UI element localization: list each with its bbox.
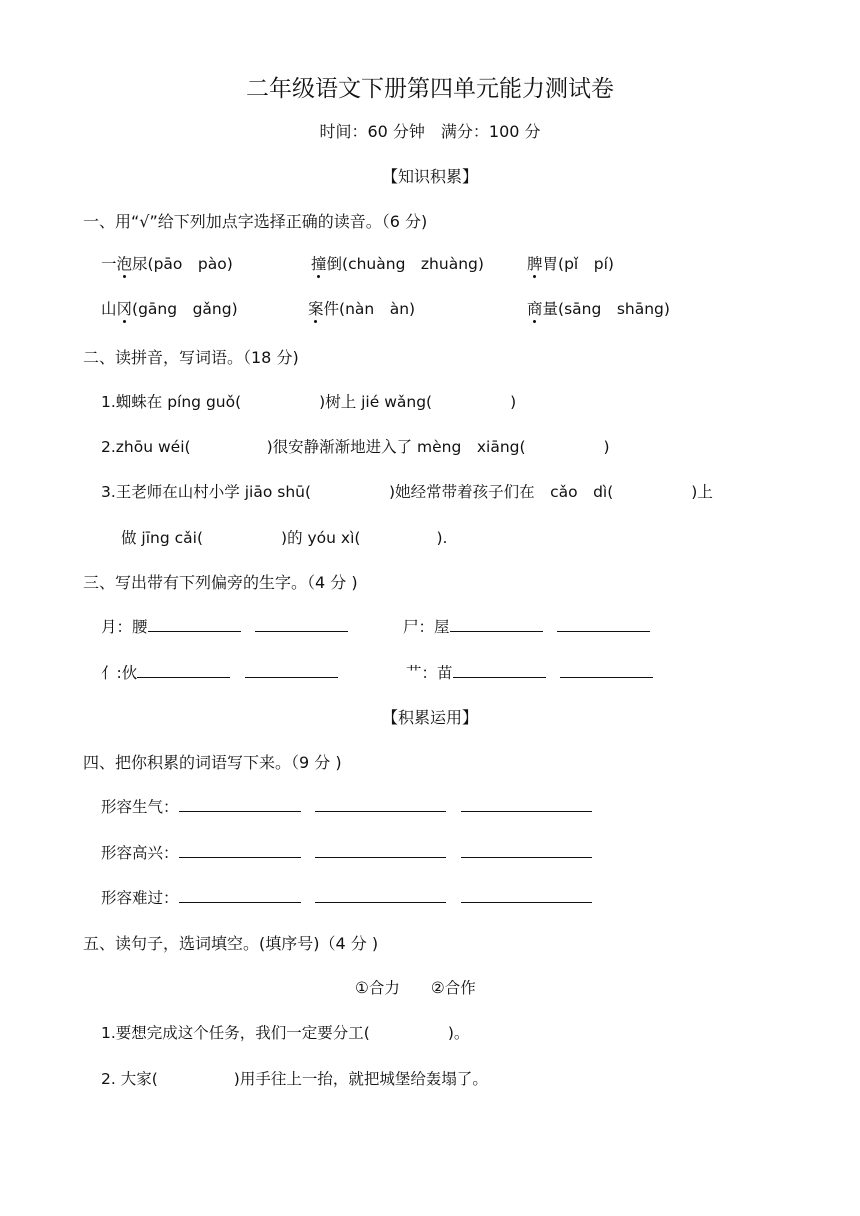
- blank-line[interactable]: [315, 795, 446, 812]
- blank-line[interactable]: [453, 661, 546, 678]
- q3-radical-cao: 艹：苗: [406, 664, 453, 682]
- q1-item-4-pre: 山: [101, 300, 117, 318]
- q1-item-1-pinyin: (pāo pào): [147, 255, 233, 273]
- blank-line[interactable]: [245, 661, 338, 678]
- q1-item-2-dotted-char: 撞: [311, 252, 327, 274]
- blank-line[interactable]: [148, 615, 241, 632]
- q1-item-4: [101, 297, 238, 319]
- blank-line[interactable]: [179, 886, 301, 903]
- q1-item-6-post: 量: [542, 300, 559, 318]
- q1-item-5-post: 件: [323, 300, 340, 318]
- q3-radical-ren: 亻:伙: [101, 664, 138, 682]
- q2-line-4: [121, 526, 447, 548]
- blank-line[interactable]: [461, 886, 592, 903]
- q5-sentence-2: [101, 1067, 488, 1089]
- q1-item-4-dotted-char: 冈: [117, 297, 133, 319]
- q2-line-2-part-c: ): [603, 438, 610, 456]
- q5-options: ①合力 ②合作: [355, 979, 476, 997]
- q5-sentence-2-part-b: )用手往上一抬，就把城堡给轰塌了。: [233, 1070, 488, 1088]
- q1-item-1: [101, 252, 233, 274]
- q1-item-2: [311, 252, 484, 274]
- q1-item-2-post: 倒: [326, 255, 343, 273]
- q1-item-6: [527, 297, 670, 319]
- q5-sentence-1: [101, 1021, 469, 1043]
- q2-line-4-part-a: 做 jīng cǎi(: [121, 529, 204, 547]
- q2-line-1-part-a: 1.蜘蛛在 píng guǒ(: [101, 393, 242, 411]
- q2-line-3-part-a: 3.王老师在山村小学 jiāo shū(: [101, 483, 312, 501]
- q1-item-3-dotted-char: 脾: [527, 252, 543, 274]
- q2-line-4-part-b: )的 yóu xì(: [281, 529, 361, 547]
- q1-item-3: [527, 252, 614, 274]
- q1-item-6-pinyin: (sāng shāng): [558, 300, 670, 318]
- blank-line[interactable]: [557, 615, 650, 632]
- blank-line[interactable]: [179, 795, 301, 812]
- q2-line-1-part-b: )树上 jié wǎng(: [319, 393, 433, 411]
- question-5-heading: 五、读句子，选词填空。(填序号)（4 分 ): [83, 934, 379, 953]
- question-4-heading: 四、把你积累的词语写下来。（9 分 ): [83, 753, 342, 772]
- q2-line-3-part-c: )上: [691, 483, 713, 501]
- blank-line[interactable]: [315, 841, 446, 858]
- q2-line-3-part-b: )她经常带着孩子们在 cǎo dì(: [389, 483, 614, 501]
- q1-item-3-post: 胃: [542, 255, 559, 273]
- question-2-heading: 二、读拼音，写词语。（18 分): [83, 348, 299, 367]
- q3-row-1-left: [101, 615, 348, 637]
- q5-sentence-1-part-a: 1.要想完成这个任务，我们一定要分工(: [101, 1024, 370, 1042]
- q1-item-2-pinyin: (chuàng zhuàng): [342, 255, 484, 273]
- q4-row-sad: [101, 886, 592, 908]
- blank-line[interactable]: [255, 615, 348, 632]
- q5-sentence-1-part-b: )。: [447, 1024, 470, 1042]
- q3-row-2-left: [101, 661, 338, 683]
- question-1-heading: 一、用“√”给下列加点字选择正确的读音。（6 分): [83, 212, 428, 231]
- q2-line-1-part-c: ): [510, 393, 517, 411]
- q4-row-happy: [101, 841, 592, 863]
- q1-item-1-post: 尿: [132, 255, 148, 273]
- section-knowledge: 【知识积累】: [381, 167, 478, 186]
- q1-item-5-dotted-char: 案: [308, 297, 324, 319]
- q5-sentence-2-part-a: 2. 大家(: [101, 1070, 158, 1088]
- q1-item-4-pinyin: (gāng gǎng): [132, 300, 238, 318]
- blank-line[interactable]: [179, 841, 301, 858]
- q2-line-2: [101, 435, 610, 457]
- q2-line-2-part-b: )很安静渐渐地进入了 mèng xiāng(: [266, 438, 526, 456]
- q4-row-label: 形容难过：: [101, 889, 179, 907]
- q1-item-5-pinyin: (nàn àn): [339, 300, 416, 318]
- q2-line-2-part-a: 2.zhōu wéi(: [101, 438, 191, 456]
- q3-radical-shi: 尸：屋: [403, 618, 450, 636]
- q4-row-label: 形容高兴：: [101, 844, 179, 862]
- section-application: 【积累运用】: [381, 708, 478, 727]
- exam-meta: 时间：60 分钟 满分：100 分: [319, 122, 541, 141]
- q1-item-1-pre: 一: [101, 255, 117, 273]
- q1-item-1-dotted-char: 泡: [117, 252, 133, 274]
- blank-line[interactable]: [560, 661, 653, 678]
- question-3-heading: 三、写出带有下列偏旁的生字。（4 分 ): [83, 573, 358, 592]
- q1-item-6-dotted-char: 商: [527, 297, 543, 319]
- page-title: 二年级语文下册第四单元能力测试卷: [246, 76, 614, 102]
- q3-row-2-right: [406, 661, 653, 683]
- q3-radical-yue: 月：腰: [101, 618, 148, 636]
- q2-line-1: [101, 390, 516, 412]
- q1-item-5: [308, 297, 415, 319]
- blank-line[interactable]: [461, 795, 592, 812]
- q4-row-angry: [101, 795, 592, 817]
- blank-line[interactable]: [315, 886, 446, 903]
- q2-line-3: [101, 480, 713, 502]
- q2-line-4-part-c: ).: [436, 529, 448, 547]
- q4-row-label: 形容生气：: [101, 798, 179, 816]
- blank-line[interactable]: [137, 661, 230, 678]
- q3-row-1-right: [403, 615, 650, 637]
- blank-line[interactable]: [450, 615, 543, 632]
- q1-item-3-pinyin: (pǐ pí): [558, 255, 614, 273]
- blank-line[interactable]: [461, 841, 592, 858]
